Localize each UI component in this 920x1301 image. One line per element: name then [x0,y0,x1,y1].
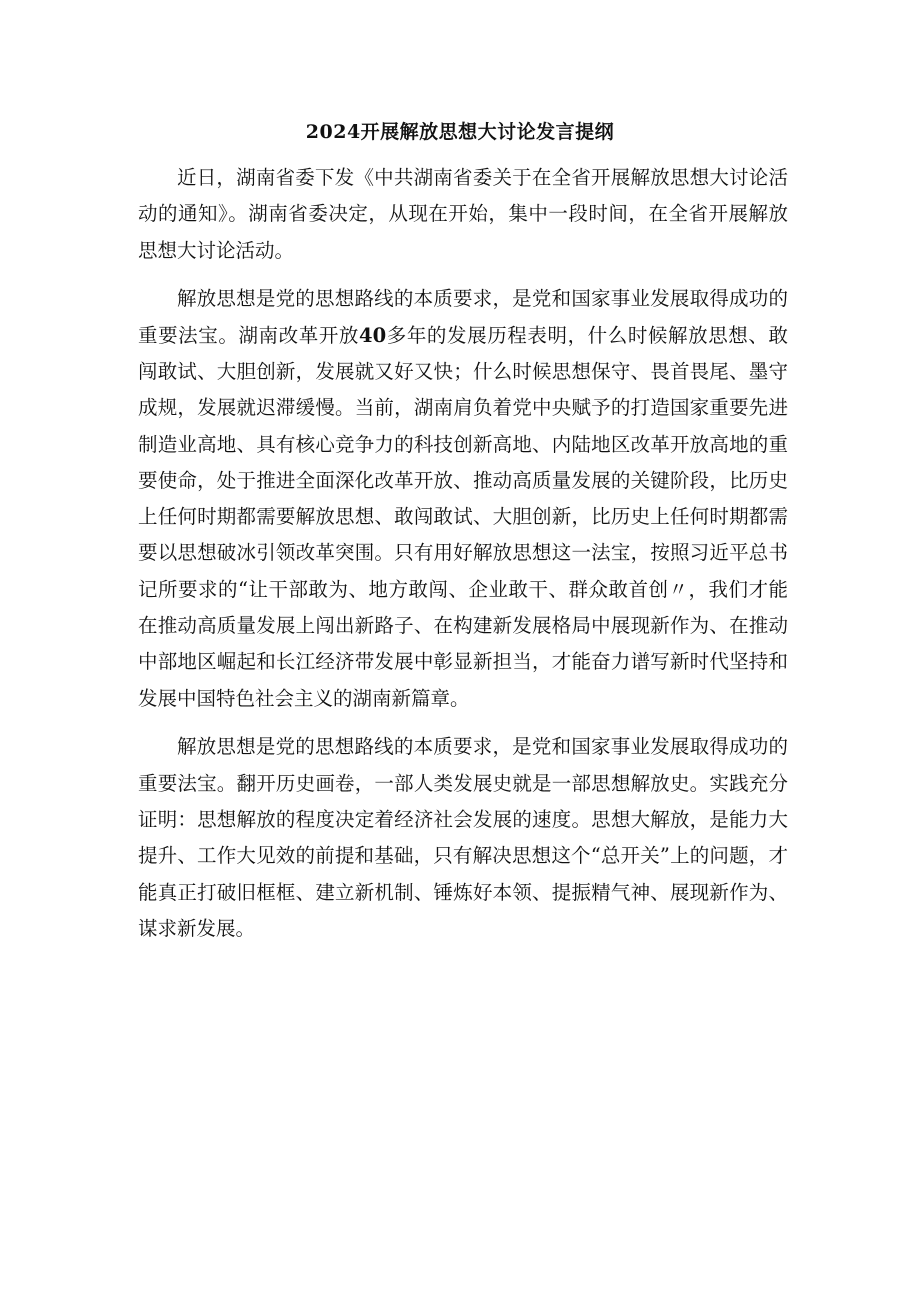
paragraph-3 [138,729,788,947]
paragraph-2-number: 40 [359,323,387,347]
paragraph-2-text-b: 多年的发展历程表明，什么时候解放思想、敢闯敢试、大胆创新，发展就又好又快；什么时候思想保守、畏首畏尾、墨守成规，发展就迟滞缓慢。当前，湖南肩负着党中央赋予的打造国家重要先进制造业高地、具有核心竞争力的科技创新高地、内陆地区改革开放高地的重要使命，处于推进全面深化改革开放、推动高质量发展的关键阶段，比历史上任何时期都需要解放思想、敢闯敢试、大胆创新，比历史上任何时期都需要以思想破冰引领改革突围。只有用好解放思想这一法宝，按照习近平总书记所要求的“让干部敢为、地方敢闯、企业敢干、群众敢首创〃，我们才能在推动高质量发展上闯出新路子、在构建新发展格局中展现新作为、在推动中部地区崛起和长江经济带发展中彰显新担当，才能奋力谱写新时代坚持和发展中国特色社会主义的湖南新篇章。 [138,323,788,710]
paragraph-3-text: 解放思想是党的思想路线的本质要求，是党和国家事业发展取得成功的重要法宝。翻开历史画卷，一部人类发展史就是一部思想解放史。实践充分证明：思想解放的程度决定着经济社会发展的速度。思想大解放，是能力大提升、工作大见效的前提和基础，只有解决思想这个“总开关”上的问题，才能真正打破旧框框、建立新机制、锤炼好本领、提振精气神、展现新作为、谋求新发展。 [138,735,788,940]
document-body [138,160,788,960]
paragraph-1 [138,160,788,269]
paragraph-2 [138,281,788,717]
paragraph-2-text-a: 解放思想是党的思想路线的本质要求，是党和国家事业发展取得成功的重要法宝。湖南改革开放 [138,287,788,347]
document-title: 2024开展解放思想大讨论发言提纲 [305,121,615,143]
paragraph-1-text: 近日，湖南省委下发《中共湖南省委关于在全省开展解放思想大讨论活动的通知》。湖南省委决定，从现在开始，集中一段时间，在全省开展解放思想大讨论活动。 [138,166,788,262]
